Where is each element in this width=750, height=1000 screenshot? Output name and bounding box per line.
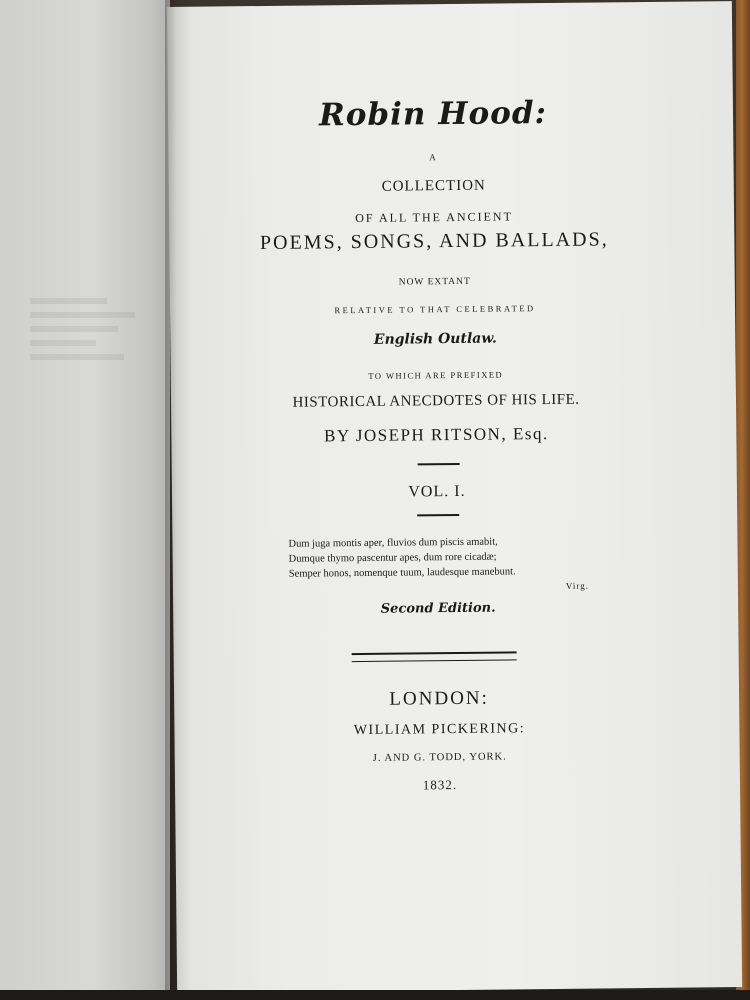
double-rule [352,651,517,662]
extant-text: NOW EXTANT [398,276,471,288]
bottom-edge [0,990,750,1000]
relative-text: RELATIVE TO THAT CELEBRATED [334,303,536,316]
divider-rule [417,514,459,516]
divider-rule [418,463,460,465]
article-text: A [429,152,438,163]
copublisher-text: J. AND G. TODD, YORK. [372,751,507,764]
year-text: 1832. [422,776,458,793]
collection-text: COLLECTION [381,177,486,195]
anecdotes-text: HISTORICAL ANECDOTES OF HIS LIFE. [292,391,580,411]
epigraph-line: Dum juga montis aper, fluvios dum piscis amabit, [288,536,498,550]
publisher-text: WILLIAM PICKERING: [353,721,526,739]
of-all-text: OF ALL THE ANCIENT [355,209,513,226]
book-title: Robin Hood: [318,95,548,134]
epigraph-line: Dumque thymo pascentur apes, dum rore cicadæ; [288,551,497,565]
prefixed-text: TO WHICH ARE PREFIXED [368,369,504,381]
title-page [167,1,742,993]
city-text: LONDON: [389,687,489,710]
author-line: BY JOSEPH RITSON, Esq. [323,424,549,446]
bleed-through-text [30,290,140,410]
epigraph-line: Semper honos, nomenque tuum, laudesque manebunt. [288,566,516,580]
poems-text: POEMS, SONGS, AND BALLADS, [259,228,609,255]
gutter-shadow [165,0,191,990]
outlaw-text: English Outlaw. [373,330,497,348]
volume-label: VOL. I. [408,482,466,501]
epigraph-attribution: Virg. [565,580,589,591]
title-page-content [217,2,657,992]
edition-text: Second Edition. [380,600,496,617]
left-page [0,0,170,990]
epigraph [288,533,599,596]
